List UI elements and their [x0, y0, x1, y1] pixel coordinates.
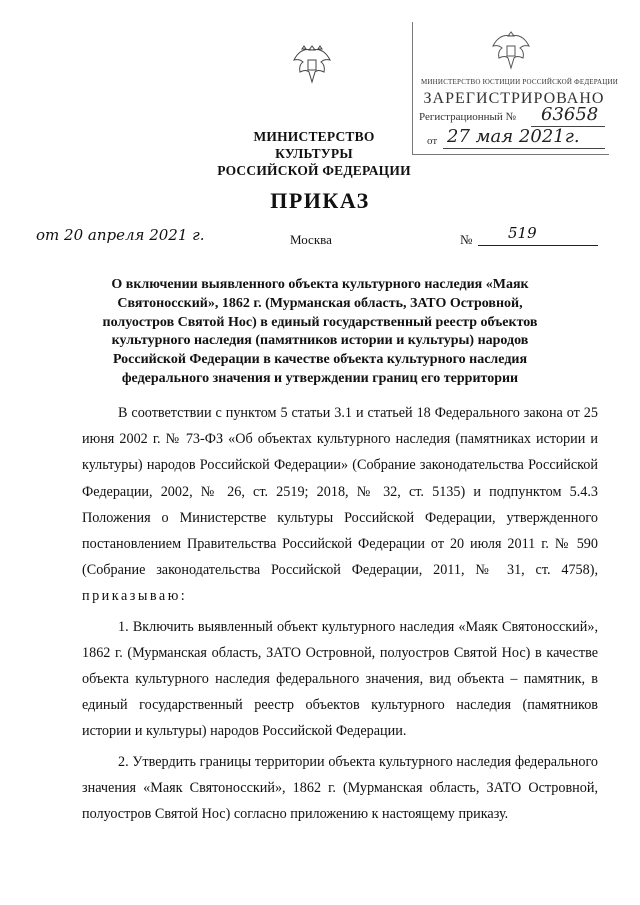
document-body: [82, 400, 598, 831]
document-number-label: №: [460, 232, 473, 247]
ministry-name-line1: МИНИСТЕРСТВО КУЛЬТУРЫ: [253, 129, 375, 161]
registration-stamp: [412, 22, 618, 155]
document-title: О включении выявленного объекта культурного наследия «Маяк Святоносский», 1862 г. (Мурманская область, ЗАТО Островной, полуостров Святой Нос) в единый государственный реестр объектов культурного наследия (памятников истории и культуры) народов Российской Федерации в качестве объекта культурного наследия федерального значения и утверждении границ его территории: [102, 277, 538, 386]
stamp-reg-number: 63658: [541, 104, 599, 125]
preamble-text: В соответствии с пунктом 5 статьи 3.1 и статьей 18 Федерального закона от 25 июня 2002 г. № 73-ФЗ «Об объектах культурного наследия (памятниках истории и культуры) народов Российской Федерации» (Собрание законодательства Российской Федерации, 2002, № 26, ст. 2519; 2018, № 32, ст. 5135) и подпунктом 5.4.3 Положения о Министерстве культуры Российской Федерации, утвержденного постановлением Правительства Российской Федерации от 20 июля 2011 г. № 590 (Собрание законодательства Российской Федерации, 2011, № 31, ст. 4758),: [82, 405, 598, 579]
order-word: приказываю:: [82, 588, 188, 605]
stamp-coat-of-arms-icon: [489, 26, 533, 74]
order-item-1: 1. Включить выявленный объект культурного наследия «Маяк Святоносский», 1862 г. (Мурманская область, ЗАТО Островной, полуостров Святой Нос) в качестве объекта культурного наследия федерального значения, вид объекта – памятник, в единый государственный реестр объектов культурного наследия (памятников истории и культуры) народов Российской Федерации.: [82, 618, 598, 740]
order-item-2: 2. Утвердить границы территории объекта культурного наследия федерального значения «Маяк Святоносский», 1862 г. (Мурманская область, ЗАТО Островной, полуостров Святой Нос) согласно приложению к настоящему приказу.: [82, 753, 598, 823]
document-date: от 20 апреля 2021 г.: [36, 226, 205, 244]
stamp-ministry-justice: МИНИСТЕРСТВО ЮСТИЦИИ РОССИЙСКОЙ ФЕДЕРАЦИИ: [421, 78, 618, 86]
stamp-date-prefix: от: [427, 135, 438, 147]
stamp-reg-number-label: Регистрационный №: [419, 111, 517, 123]
preamble-paragraph: [82, 400, 598, 610]
stamp-date-underline: [443, 148, 605, 149]
ministry-name-line2: РОССИЙСКОЙ ФЕДЕРАЦИИ: [217, 163, 411, 178]
document-number: 519: [508, 224, 537, 242]
document-type: ПРИКАЗ: [270, 188, 370, 213]
ministry-name: [214, 128, 414, 179]
coat-of-arms-icon: [290, 40, 334, 88]
stamp-date: 27 мая 2021г.: [447, 126, 580, 147]
document-number-underline: [478, 245, 598, 246]
document-city: Москва: [290, 232, 332, 247]
stamp-registered-label: ЗАРЕГИСТРИРОВАНО: [423, 90, 605, 107]
